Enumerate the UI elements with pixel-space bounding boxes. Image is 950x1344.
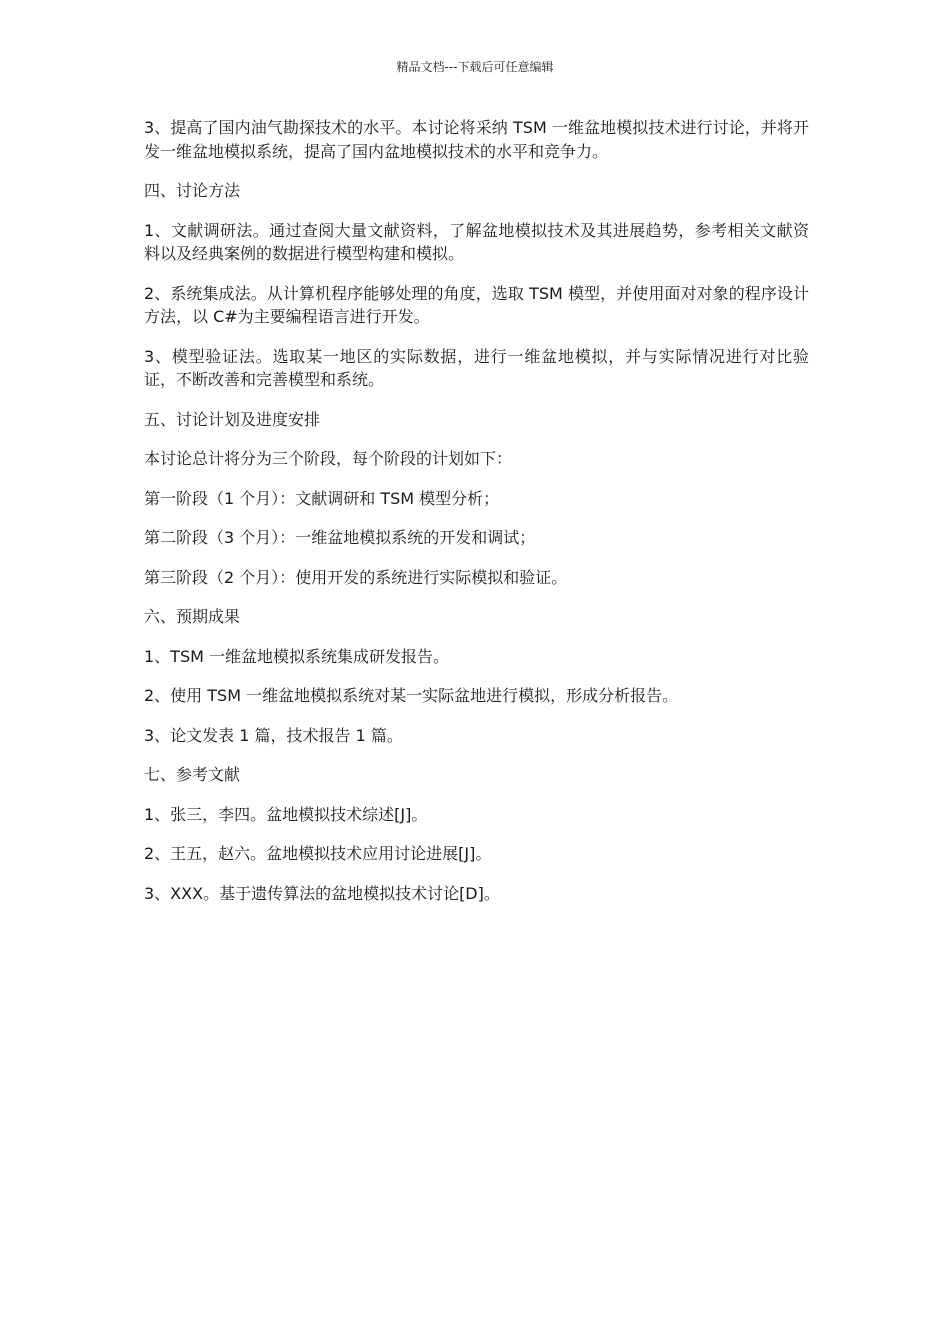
paragraph-phase-2: 第二阶段（3 个月）：一维盆地模拟系统的开发和调试； bbox=[144, 528, 536, 547]
paragraph-method-literature: 1、文献调研法。通过查阅大量文献资料，了解盆地模拟技术及其进展趋势，参考相关文献资料以及经典案例的数据进行模型构建和模拟。 bbox=[144, 220, 809, 263]
section-heading-methods: 四、讨论方法 bbox=[144, 181, 241, 200]
paragraph-outcome-3: 3、论文发表 1 篇，技术报告 1 篇。 bbox=[144, 725, 403, 745]
page-header: 精品文档---下载后可任意编辑 bbox=[396, 60, 554, 74]
document-body bbox=[144, 116, 809, 921]
paragraph-plan-intro: 本讨论总计将分为三个阶段，每个阶段的计划如下： bbox=[144, 449, 513, 468]
reference-item-3: 3、XXX。基于遗传算法的盆地模拟技术讨论[D]。 bbox=[144, 883, 500, 903]
paragraph-outcome-2: 2、使用 TSM 一维盆地模拟系统对某一实际盆地进行模拟，形成分析报告。 bbox=[144, 686, 679, 705]
paragraph-method-integration: 2、系统集成法。从计算机程序能够处理的角度，选取 TSM 模型，并使用面对对象的程序设计方法，以 C#为主要编程语言进行开发。 bbox=[144, 283, 809, 326]
reference-item-1: 1、张三，李四。盆地模拟技术综述[J]。 bbox=[144, 804, 428, 824]
section-heading-plan: 五、讨论计划及进度安排 bbox=[144, 409, 321, 429]
section-heading-outcomes: 六、预期成果 bbox=[144, 607, 241, 626]
paragraph-outcome-1: 1、TSM 一维盆地模拟系统集成研发报告。 bbox=[144, 646, 450, 666]
paragraph-phase-1: 第一阶段（1 个月）：文献调研和 TSM 模型分析； bbox=[144, 488, 500, 508]
reference-item-2: 2、王五，赵六。盆地模拟技术应用讨论进展[J]。 bbox=[144, 844, 492, 863]
section-heading-references: 七、参考文献 bbox=[144, 765, 241, 784]
paragraph-method-validation: 3、模型验证法。选取某一地区的实际数据，进行一维盆地模拟，并与实际情况进行对比验证，不断改善和完善模型和系统。 bbox=[144, 346, 809, 389]
paragraph-phase-3: 第三阶段（2 个月）：使用开发的系统进行实际模拟和验证。 bbox=[144, 567, 568, 587]
paragraph-item-3-significance: 3、提高了国内油气勘探技术的水平。本讨论将采纳 TSM 一维盆地模拟技术进行讨论，并将开发一维盆地模拟系统，提高了国内盆地模拟技术的水平和竞争力。 bbox=[144, 118, 809, 161]
